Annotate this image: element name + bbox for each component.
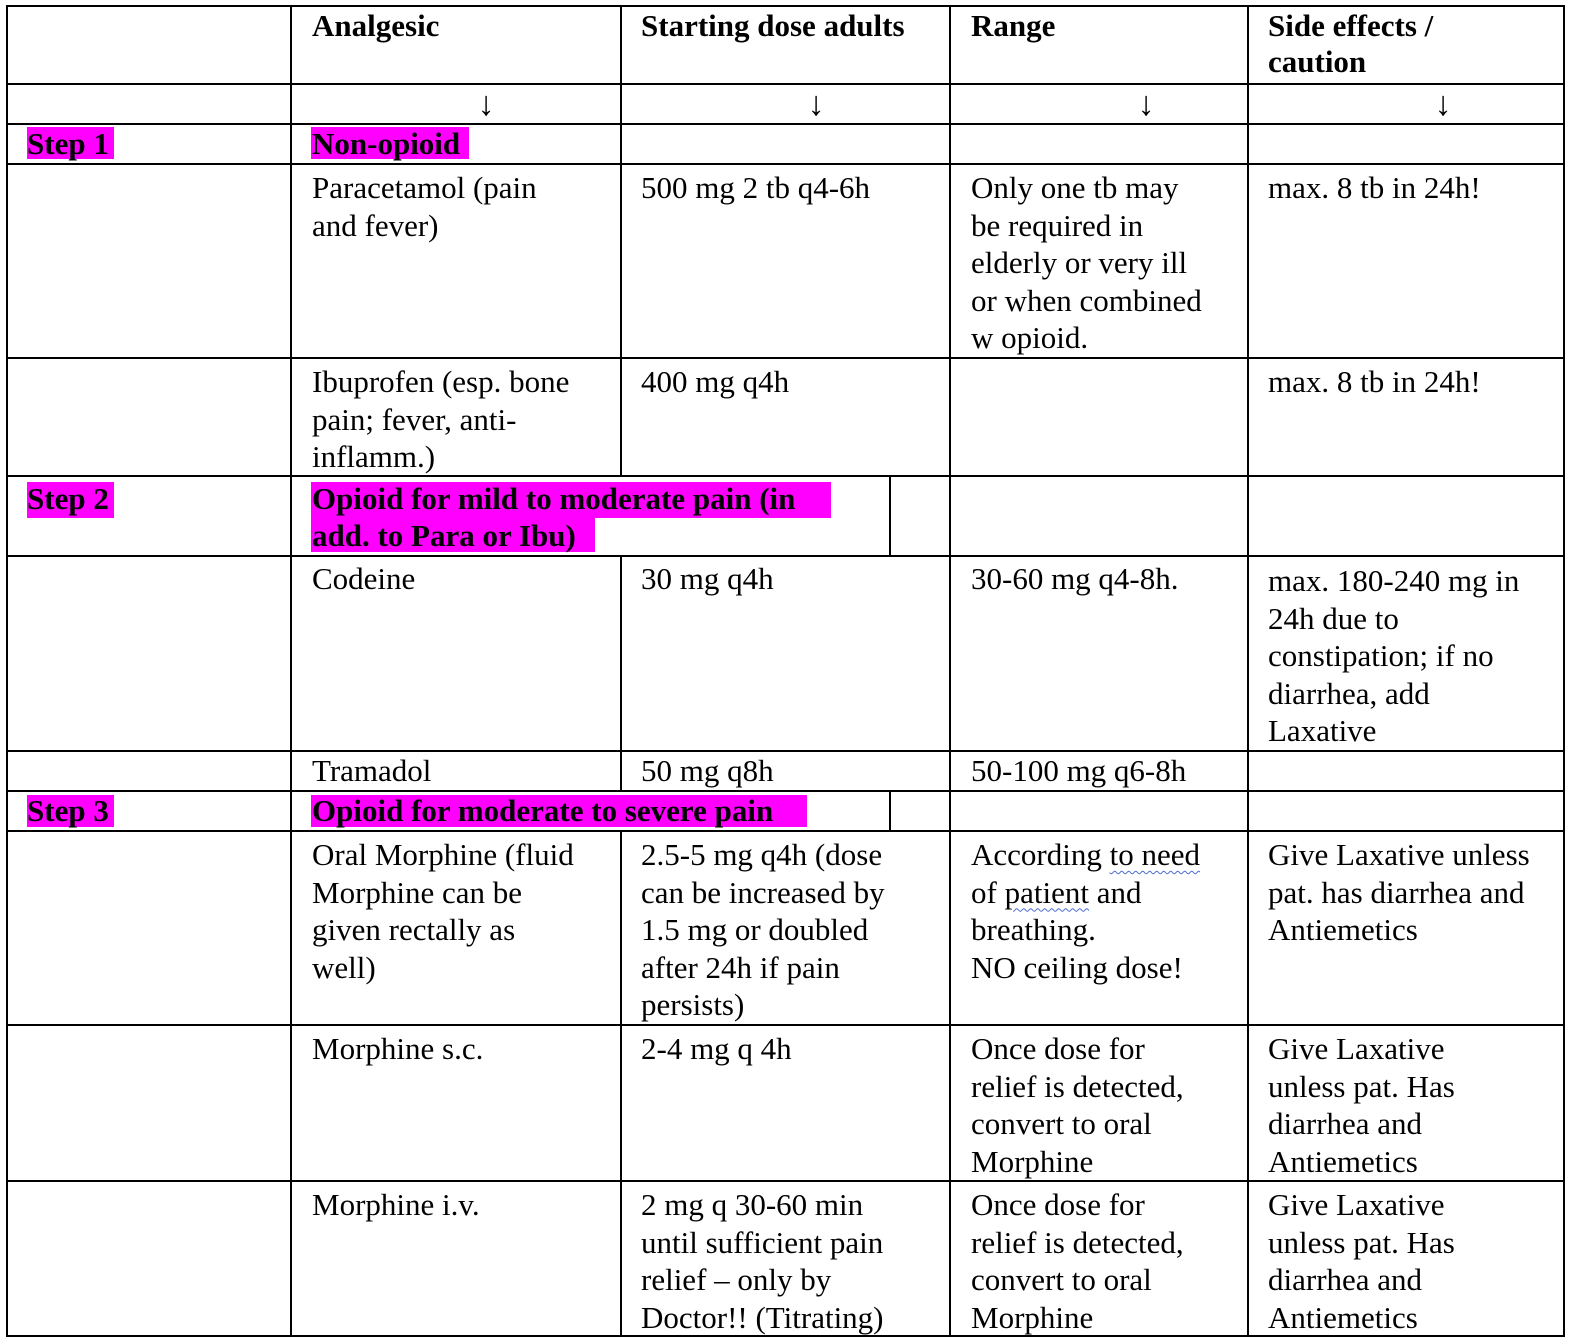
header-range: Range (971, 8, 1056, 43)
oral-morphine-side-effects: Give Laxative unless pat. has diarrhea and Antiemetics (1268, 837, 1530, 947)
paracetamol-dose: 500 mg 2 tb q4-6h (641, 170, 871, 205)
tramadol-range: 50-100 mg q6-8h (971, 753, 1187, 788)
grid-line (6, 475, 1565, 477)
grid-line (6, 830, 1565, 832)
grid-line (6, 790, 1565, 792)
arrow-down-icon: ↓ (1137, 86, 1155, 123)
step-1-title: Non-opioid (312, 126, 461, 161)
range-text: and breathing. NO ceiling dose! (971, 874, 1183, 985)
spellcheck-underlined-text: to need (1109, 837, 1200, 872)
arrow-down-icon: ↓ (807, 86, 825, 123)
codeine-analgesic: Codeine (312, 561, 416, 596)
tramadol-dose: 50 mg q8h (641, 753, 774, 788)
spellcheck-underlined-text: patient (1004, 874, 1089, 910)
oral-morphine-range (971, 836, 1200, 986)
grid-line (6, 5, 1565, 7)
ibuprofen-dose: 400 mg q4h (641, 364, 790, 399)
grid-line (6, 1180, 1565, 1182)
grid-line (6, 750, 1565, 752)
oral-morphine-analgesic: Oral Morphine (fluid Morphine can be given rectally as well) (312, 837, 574, 985)
step-2-title-line2: add. to Para or Ibu) (312, 518, 576, 553)
grid-line (6, 1024, 1565, 1026)
step-3-title: Opioid for moderate to severe pain (312, 793, 774, 828)
ibuprofen-analgesic: Ibuprofen (esp. bone pain; fever, anti- inflamm.) (312, 364, 570, 474)
grid-line (6, 163, 1565, 165)
paracetamol-analgesic: Paracetamol (pain and fever) (312, 170, 537, 243)
range-text: of (971, 874, 997, 910)
codeine-side-effects: max. 180-240 mg in 24h due to constipation; if no diarrhea, add Laxative (1268, 563, 1520, 748)
grid-line (889, 790, 891, 832)
tramadol-analgesic: Tramadol (312, 753, 432, 788)
morphine-sc-analgesic: Morphine s.c. (312, 1031, 484, 1066)
ibuprofen-side-effects: max. 8 tb in 24h! (1268, 364, 1481, 399)
grid-line (1563, 5, 1565, 1337)
arrow-down-icon: ↓ (1434, 86, 1452, 123)
grid-line (889, 475, 891, 557)
morphine-iv-analgesic: Morphine i.v. (312, 1187, 480, 1222)
codeine-dose: 30 mg q4h (641, 561, 774, 596)
paracetamol-range: Only one tb may be required in elderly or very ill or when combined w opioid. (971, 170, 1202, 355)
header-starting-dose: Starting dose adults (641, 8, 905, 43)
grid-line (620, 555, 622, 792)
morphine-sc-range: Once dose for relief is detected, convert to oral Morphine (971, 1031, 1184, 1179)
codeine-range: 30-60 mg q4-8h. (971, 561, 1179, 596)
oral-morphine-dose: 2.5-5 mg q4h (dose can be increased by 1.5 mg or doubled after 24h if pain persists) (641, 837, 885, 1022)
step-2-title-line1: Opioid for mild to moderate pain (in (312, 481, 796, 516)
grid-line (6, 83, 1565, 85)
grid-line (6, 357, 1565, 359)
grid-line (290, 5, 292, 1337)
paracetamol-side-effects: max. 8 tb in 24h! (1268, 170, 1481, 205)
grid-line (6, 123, 1565, 125)
step-2-label: Step 2 (27, 481, 109, 516)
grid-line (1247, 5, 1249, 1337)
morphine-iv-range: Once dose for relief is detected, convert to oral Morphine (971, 1187, 1184, 1335)
step-3-label: Step 3 (27, 793, 109, 828)
grid-line (6, 555, 1565, 557)
morphine-sc-side-effects: Give Laxative unless pat. Has diarrhea and Antiemetics (1268, 1031, 1455, 1179)
morphine-sc-dose: 2-4 mg q 4h (641, 1031, 792, 1066)
header-analgesic: Analgesic (312, 8, 440, 43)
grid-line (949, 5, 951, 1337)
morphine-iv-side-effects: Give Laxative unless pat. Has diarrhea and Antiemetics (1268, 1187, 1455, 1335)
grid-line (6, 5, 8, 1337)
arrow-down-icon: ↓ (477, 86, 495, 123)
range-text: According (971, 837, 1110, 872)
grid-line (620, 830, 622, 1337)
grid-line (620, 5, 622, 477)
morphine-iv-dose: 2 mg q 30-60 min until sufficient pain relief – only by Doctor!! (Titrating) (641, 1187, 884, 1335)
header-side-effects: Side effects / caution (1268, 8, 1434, 79)
step-1-label: Step 1 (27, 126, 109, 161)
